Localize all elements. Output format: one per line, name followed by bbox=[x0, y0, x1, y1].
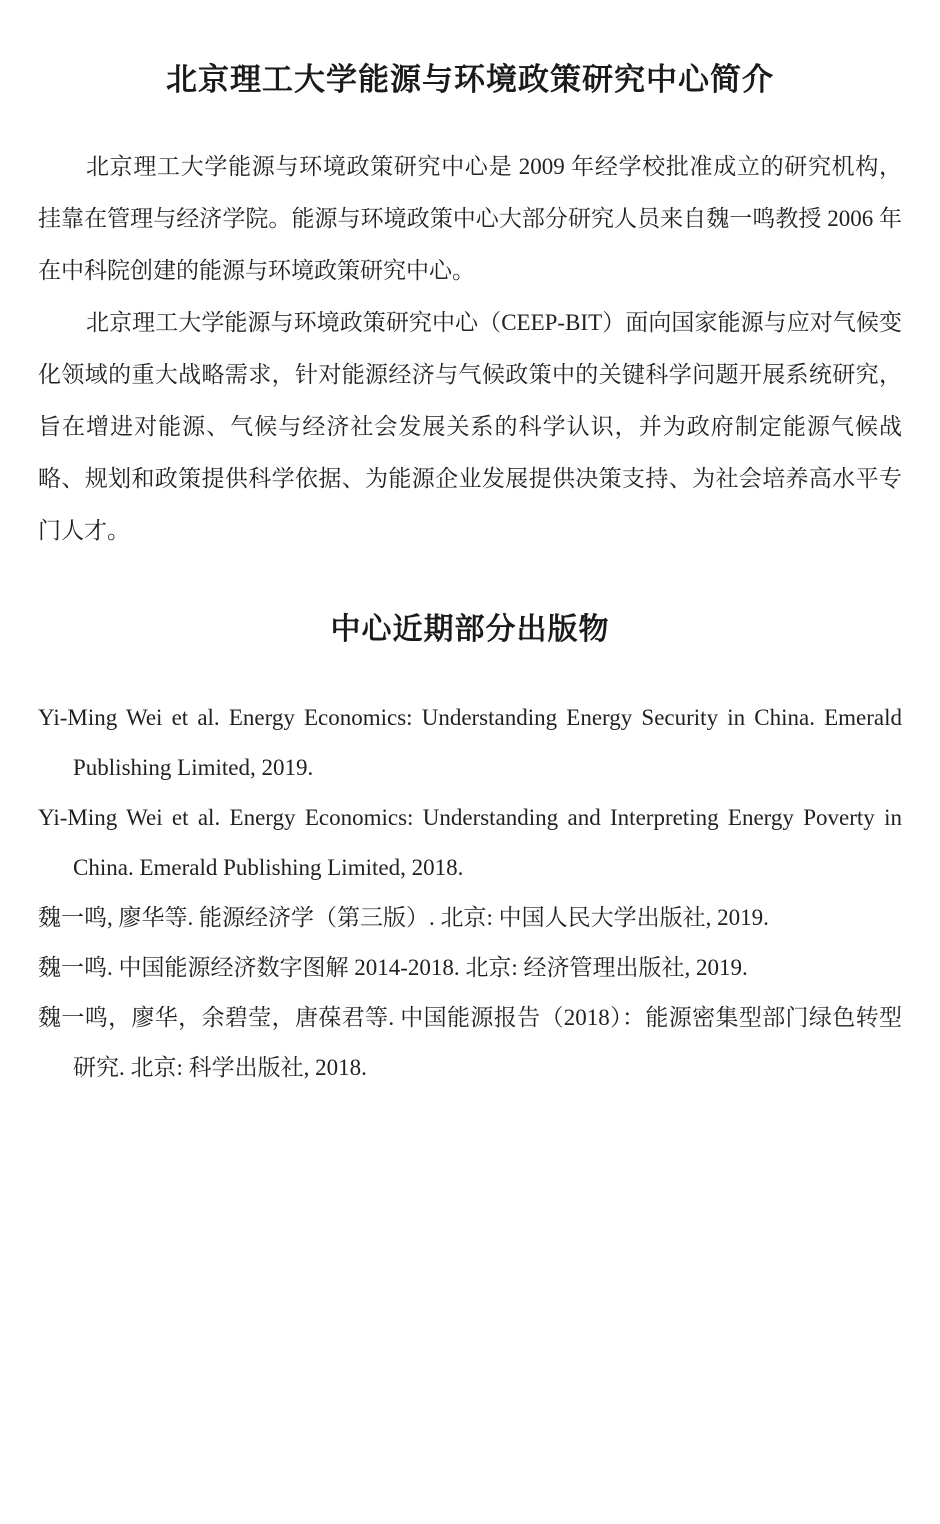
publication-item-4: 魏一鸣. 中国能源经济数字图解 2014-2018. 北京: 经济管理出版社, 2019. bbox=[38, 955, 748, 981]
publications-list bbox=[38, 693, 902, 1093]
intro-paragraph-1: 北京理工大学能源与环境政策研究中心是 2009 年经学校批准成立的研究机构，挂靠在管理与经济学院。能源与环境政策中心大部分研究人员来自魏一鸣教授 2006 年在中科院创建的能源与环境政策研究中心。 bbox=[38, 154, 902, 284]
page-title: 北京理工大学能源与环境政策研究中心简介 bbox=[166, 62, 774, 97]
publication-item-1: Yi-Ming Wei et al. Energy Economics: Understanding Energy Security in China. Emerald Publishing Limited, 2019. bbox=[38, 705, 902, 781]
publication-item-2: Yi-Ming Wei et al. Energy Economics: Understanding and Interpreting Energy Poverty in China. Emerald Publishing Limited, 2018. bbox=[38, 805, 902, 881]
publication-item-5: 魏一鸣，廖华，余碧莹，唐葆君等. 中国能源报告（2018）：能源密集型部门绿色转型研究. 北京: 科学出版社, 2018. bbox=[38, 1005, 902, 1081]
section-heading-publications: 中心近期部分出版物 bbox=[330, 613, 610, 647]
intro-paragraph-2: 北京理工大学能源与环境政策研究中心（CEEP-BIT）面向国家能源与应对气候变化领域的重大战略需求，针对能源经济与气候政策中的关键科学问题开展系统研究，旨在增进对能源、气候与经济社会发展关系的科学认识，并为政府制定能源气候战略、规划和政策提供科学依据、为能源企业发展提供决策支持、为社会培养高水平专门人才。 bbox=[38, 310, 902, 544]
publication-item-3: 魏一鸣, 廖华等. 能源经济学（第三版）. 北京: 中国人民大学出版社, 2019. bbox=[38, 905, 769, 931]
document-body bbox=[0, 141, 940, 1093]
